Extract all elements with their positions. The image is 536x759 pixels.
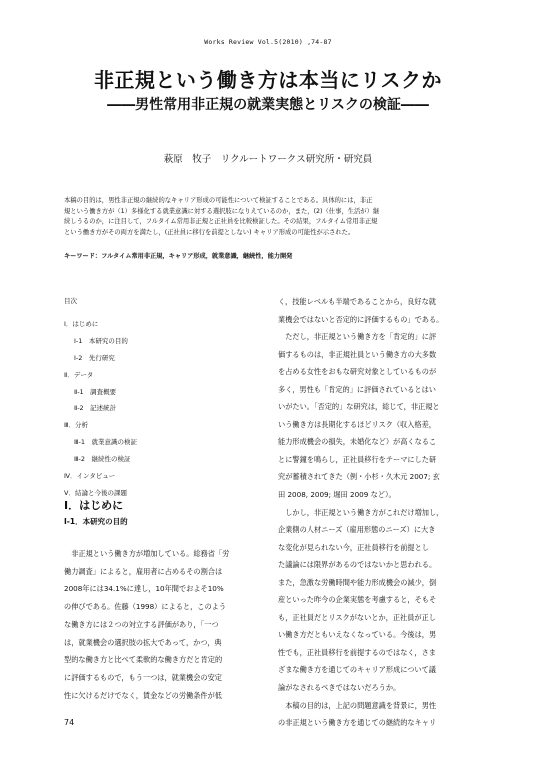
body-line: 企業側の人材ニーズ（雇用形態のニーズ）に大き xyxy=(278,525,436,535)
body-line: いがたい。「否定的」な研究は，総じて，非正規と xyxy=(278,402,440,412)
page-number: 74 xyxy=(64,718,75,727)
body-line: い働き方だともいえなくなっている。今後は，男 xyxy=(278,630,437,640)
body-line: な働き方には２つの対立する評価があり，「一つ xyxy=(64,619,219,629)
toc-item: Ⅱ-2 記述統計 xyxy=(74,404,117,413)
body-line: いう働き方は長期化するほどリスク（収入格差， xyxy=(278,419,436,429)
table-of-contents xyxy=(64,296,254,502)
toc-item: Ⅲ．分析 xyxy=(64,421,88,430)
abstract-line: 規という働き方が（1）多様化する就業意識に対する選択肢になりえているのか，また，(2)（仕事，生活が）継 xyxy=(64,207,380,215)
abstract-line: という働き方がその両方を満たし，(正社員に移行を前提としない) キャリア形成の可能性が示された。 xyxy=(64,228,355,236)
body-line: 性でも，正社員移行を前提するのではなく，さま xyxy=(278,647,436,657)
body-line: ただし，非正規という働き方を「肯定的」に評 xyxy=(278,332,437,342)
body-line: に評価するもので，もう一つは，就業機会の安定 xyxy=(64,672,222,682)
body-line: な変化が見られない今，正社員移行を前提とし xyxy=(278,542,429,552)
body-line: 価するものは，非正規社員という働き方の大多数 xyxy=(278,349,437,359)
body-line: 非正規という働き方が増加している。総務省「労 xyxy=(64,549,230,558)
toc-item: Ⅰ．はじめに xyxy=(64,320,99,328)
left-column-body xyxy=(64,545,260,704)
body-line: も，正社員だとリスクがないとか，正社員が正し xyxy=(278,612,436,622)
body-line: 究が蓄積されてきた（例・小杉・久木元 2007; 玄 xyxy=(278,472,440,482)
abstract-line: 本稿の目的は，男性非正規の継続的なキャリア形成の可能性について検証することである。具体的には，非正 xyxy=(64,197,373,204)
body-line: とに警鐘を鳴らし，正社員移行をテーマにした研 xyxy=(278,454,437,464)
toc-title: 目次 xyxy=(64,297,77,305)
section-heading: Ⅰ．はじめに xyxy=(64,499,124,512)
body-line: 論がなされるべきではないだろうか。 xyxy=(278,683,401,693)
toc-item: Ⅴ．結論と今後の課題 xyxy=(64,488,127,497)
paper-subtitle: ――男性常用非正規の就業実態とリスクの検証―― xyxy=(107,97,429,113)
toc-item: Ⅱ．データ xyxy=(64,370,94,379)
body-line: 多く，男性も「肯定的」に評価されているとはい xyxy=(278,384,436,394)
toc-item: Ⅲ-1 就業意識の検証 xyxy=(74,438,137,447)
body-line: く，技能レベルも半端であることから，良好な就 xyxy=(278,297,436,306)
body-line: 型的な働き方と比べて柔軟的な働き方だと肯定的 xyxy=(64,655,223,665)
body-line: は，就業機会の選択肢の拡大であって，かつ，典 xyxy=(64,637,222,647)
body-line: また，急激な労働時間や能力形成機会の減少，倒 xyxy=(278,577,437,587)
subsection-heading: Ⅰ-1．本研究の目的 xyxy=(64,517,128,526)
body-line: 田 2008, 2009; 堀田 2009 など）。 xyxy=(278,490,396,500)
body-line: 本稿の目的は，上記の問題意識を背景に，男性 xyxy=(278,700,437,710)
body-line: 産といった昨今の企業実態を考慮すると，そもそ xyxy=(278,595,437,605)
body-line: の伸びである。佐藤（1998）によると，このよう xyxy=(64,602,227,612)
body-line: 業機会ではないと否定的に評価するもの」である。 xyxy=(278,314,444,324)
journal-header: Works Review Vol.5(2010) ,74-87 xyxy=(204,38,332,46)
body-line: た議論には限界があるのではないかと思われる。 xyxy=(278,560,437,570)
abstract xyxy=(64,196,472,238)
body-line: 能力形成機会の損失，未婚化など）が高くなるこ xyxy=(278,437,437,447)
author-line: 萩原 牧子 リクルートワークス研究所・研究員 xyxy=(163,154,373,165)
body-line: 2008年には34.1%に達し，10年間でおよそ10% xyxy=(64,584,224,594)
right-column-body xyxy=(278,293,474,732)
toc-item: Ⅳ．インタビュー xyxy=(64,472,116,481)
paper-title: 非正規という働き方は本当にリスクか xyxy=(93,68,443,92)
toc-item: Ⅰ-1 本研究の目的 xyxy=(74,336,128,345)
body-line: を占める女性をおもな研究対象としているものが xyxy=(278,367,437,377)
toc-item: Ⅰ-2 先行研究 xyxy=(74,353,115,362)
body-line: ざまな働き方を通じてのキャリア形成について議 xyxy=(278,665,436,675)
toc-item: Ⅲ-2 継続性の検証 xyxy=(74,455,131,464)
keywords: キーワード：フルタイム常用非正規，キャリア形成，就業意識，継続性，能力開発 xyxy=(64,253,293,260)
body-line: の非正規という働き方を通じての継続的なキャリ xyxy=(278,718,437,728)
abstract-line: 続しうるのか，に注目して，フルタイム常用非正規と正社員を比較検証した。その結果，フルタイム常用非正規 xyxy=(64,218,378,225)
body-line: 働力調査」によると，雇用者に占めるその割合は xyxy=(64,566,223,576)
body-line: しかし，非正規という働き方がこれだけ増加し， xyxy=(278,507,444,517)
body-line: 性に欠けるだけでなく，賃金などの労働条件が低 xyxy=(64,690,222,700)
toc-item: Ⅱ-1 調査概要 xyxy=(74,387,117,396)
